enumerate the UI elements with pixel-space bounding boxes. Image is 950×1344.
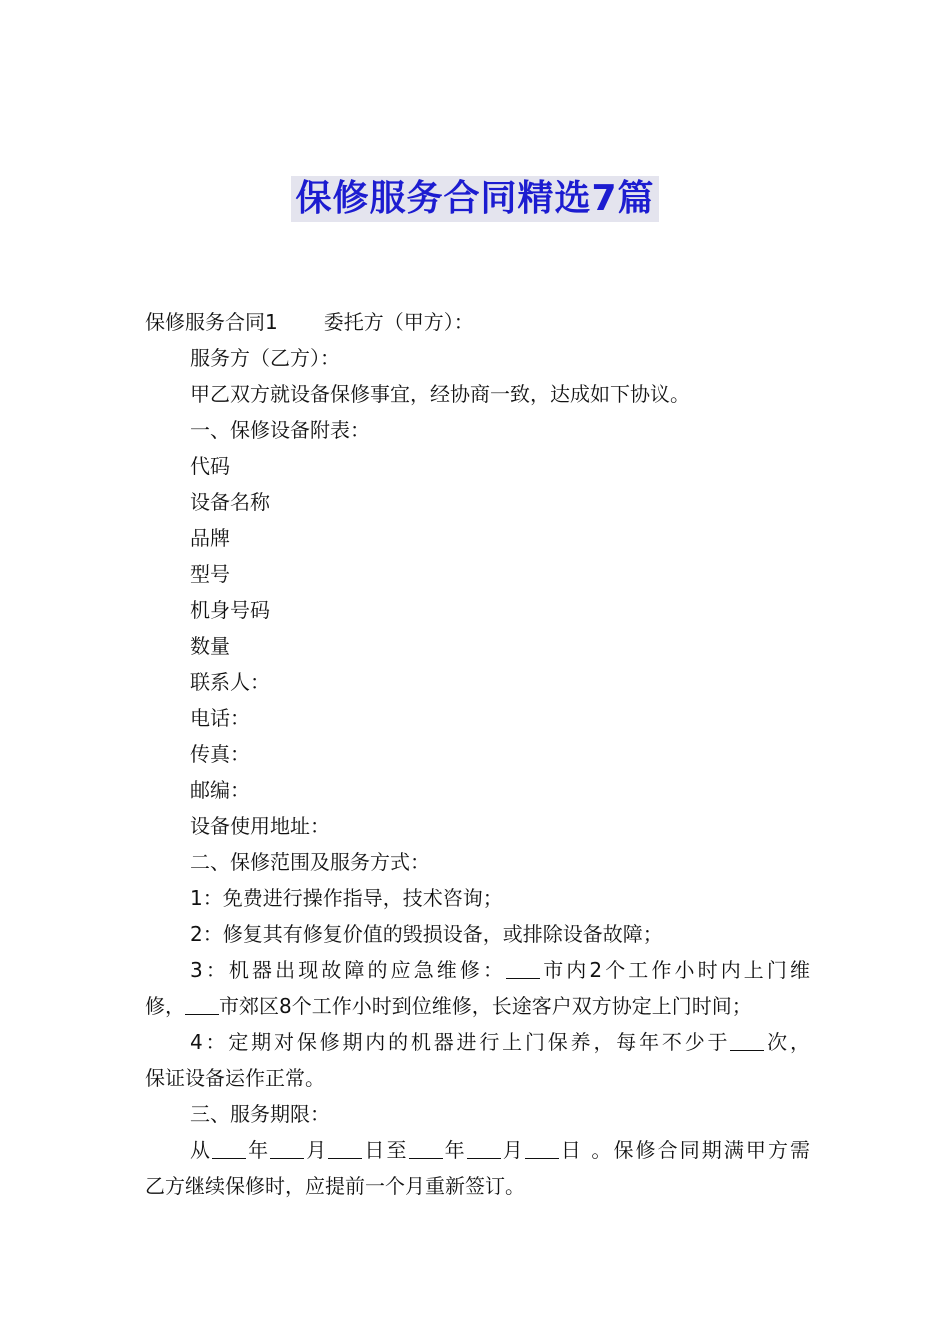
term-month-2: 月	[500, 1138, 525, 1162]
blank-underline	[409, 1138, 443, 1159]
field-postcode: 邮编：	[190, 778, 250, 802]
field-quantity: 数量	[190, 634, 230, 658]
scope-item-3-text-a: 3：机器出现故障的应急维修：	[190, 958, 507, 982]
blank-underline	[525, 1138, 559, 1159]
service-party-line: 服务方（乙方）：	[190, 346, 340, 370]
blank-underline	[467, 1138, 501, 1159]
document-title: 保修服务合同精选7篇	[291, 176, 658, 222]
scope-item-4-text-b: 次，	[764, 1030, 810, 1054]
title-wrapper	[0, 176, 950, 222]
field-model: 型号	[190, 562, 230, 586]
document-body	[145, 304, 810, 1204]
term-month-1: 月	[304, 1138, 329, 1162]
term-from: 从	[190, 1138, 213, 1162]
scope-item-3-line-2	[145, 988, 810, 1024]
scope-item-3-line-1	[145, 952, 810, 988]
term-year-1: 年	[246, 1138, 271, 1162]
blank-underline	[212, 1138, 246, 1159]
section-3-heading: 三、服务期限：	[190, 1102, 330, 1126]
scope-item-1: 1：免费进行操作指导，技术咨询；	[190, 886, 503, 910]
field-contact: 联系人：	[190, 670, 270, 694]
client-party-label: 委托方（甲方）：	[323, 310, 474, 334]
blank-underline	[506, 958, 540, 979]
section-1-heading: 一、保修设备附表：	[190, 418, 370, 442]
scope-item-4-line-2: 保证设备运作正常。	[145, 1066, 325, 1090]
term-line-1	[145, 1132, 810, 1168]
scope-item-4-line-1	[145, 1024, 810, 1060]
field-address: 设备使用地址：	[190, 814, 330, 838]
scope-item-3-text-b: 市内2个工作小时内上门维	[540, 958, 810, 982]
field-serial: 机身号码	[190, 598, 270, 622]
intro-line: 甲乙双方就设备保修事宜，经协商一致，达成如下协议。	[190, 382, 690, 406]
scope-item-3-text-d: 市郊区8个工作小时到位维修，长途客户双方协定上门时间；	[219, 994, 752, 1018]
blank-underline	[730, 1030, 764, 1051]
term-day-1: 日至	[362, 1138, 409, 1162]
section-2-heading: 二、保修范围及服务方式：	[190, 850, 430, 874]
scope-item-2: 2：修复其有修复价值的毁损设备，或排除设备故障；	[190, 922, 663, 946]
blank-underline	[185, 994, 219, 1015]
field-code: 代码	[190, 454, 230, 478]
field-phone: 电话：	[190, 706, 250, 730]
blank-underline	[270, 1138, 304, 1159]
term-year-2: 年	[442, 1138, 467, 1162]
term-line-2: 乙方继续保修时，应提前一个月重新签订。	[145, 1174, 525, 1198]
field-fax: 传真：	[190, 742, 250, 766]
field-brand: 品牌	[190, 526, 230, 550]
heading-line	[145, 304, 810, 340]
blank-underline	[328, 1138, 362, 1159]
scope-item-3-text-c: 修，	[145, 994, 185, 1018]
field-device-name: 设备名称	[190, 490, 270, 514]
scope-item-4-text-a: 4：定期对保修期内的机器进行上门保养，每年不少于	[190, 1030, 731, 1054]
contract-number: 保修服务合同1	[145, 310, 278, 334]
term-day-2: 日 。保修合同期满甲方需	[558, 1138, 811, 1162]
